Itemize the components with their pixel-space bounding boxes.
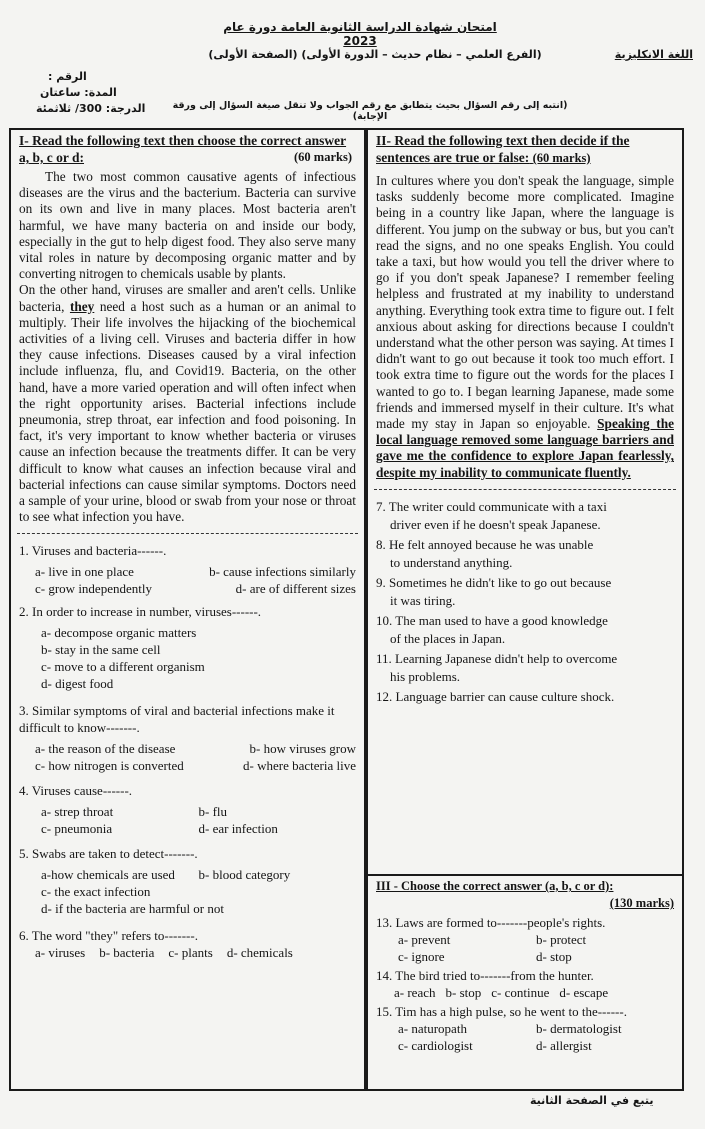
options-grid [19,866,356,883]
true-false-list [376,498,674,706]
passage-paragraph-1: The two most common causative agents of infectious diseases are the virus and the bacterium. Bacteria can survive on its own and live in many places. Most bacteria aren't harmful, we have many bacteria on and inside our body, especially in the gut to help digest food. They also serve many vital roles in nature by decomposing organic matter and by converting nitrogen to chemicals usable by plants. [19,169,356,282]
option-d[interactable]: d- stop [536,949,572,964]
option-c[interactable]: c- how nitrogen is converted [35,758,184,774]
question-stem: 5. Swabs are taken to detect-------. [19,846,198,862]
option-c[interactable]: c- ignore [398,949,445,964]
option-d[interactable]: d- if the bacteria are harmful or not [41,901,224,917]
section-2-title: II- Read the following text then decide if the sentences are true or false: [376,133,630,165]
options-row [376,984,674,1001]
question-stem: 14. The bird tried to-------from the hunter. [376,968,594,983]
option-b[interactable]: b- stay in the same cell [41,642,161,658]
option-a[interactable]: a- viruses [35,945,86,961]
section-2-box [366,128,684,876]
question-4 [19,782,356,837]
option-b[interactable]: b- blood category [198,867,291,883]
question-stem: 13. Laws are formed to-------people's rights. [376,915,606,930]
option-b[interactable]: b- dermatologist [536,1021,622,1036]
question-1 [19,542,356,597]
tf-line: 12. Language barrier can cause culture shock. [376,688,615,704]
tf-line: driver even if he doesn't speak Japanese. [390,516,601,532]
number-label: الرقم : [48,70,87,83]
section-3-box [366,874,684,1091]
question-stem: 2. In order to increase in number, viruses------. [19,604,262,620]
option-c[interactable]: c- grow independently [35,581,152,597]
section-1-marks: (60 marks) [294,150,352,164]
question-13 [376,914,674,965]
options-grid [376,1020,674,1054]
question-3 [19,702,356,774]
option-d[interactable]: d- where bacteria live [243,758,356,774]
divider [17,533,358,534]
continue-note: يتبع في الصفحة الثانية [530,1094,654,1107]
question-14 [376,967,674,1001]
divider [374,489,676,490]
tf-item-10[interactable] [376,612,674,648]
exam-title: امتحان شهادة الدراسة الثانوية العامة دورة عام 2023 [223,20,497,48]
option-a[interactable]: a- reach [394,985,436,1000]
section-2-passage [376,173,674,481]
passage-2-part-b: Speaking the local language removed some language barriers and gave me the confidence to explore Japan fearlessly, despite my inability to communicate fluently. [376,416,674,480]
question-stem: 1. Viruses and bacteria------. [19,543,167,559]
section-3-title: III - Choose the correct answer (a, b, c or d): [376,879,614,893]
question-stem: 6. The word "they" refers to-------. [19,928,198,944]
tf-line: 11. Learning Japanese didn't help to overcome [376,650,618,666]
tf-item-9[interactable] [376,574,674,610]
question-6 [19,927,356,961]
section-2-marks: (60 marks) [532,151,591,165]
option-a[interactable]: a- strep throat [41,804,114,820]
options-grid [376,931,674,965]
options-row [19,580,356,597]
option-b[interactable]: b- flu [198,804,228,820]
option-b[interactable]: b- stop [445,985,482,1000]
option-c[interactable]: c- move to a different organism [41,659,205,675]
instruction-note: (انتبه إلى رقم السؤال بحيث يتطابق مع رقم الجواب ولا تنقل صيغة السؤال إلى ورقة الإجابة) [172,100,568,122]
option-a[interactable]: a- live in one place [35,564,134,580]
option-b[interactable]: b- protect [536,932,587,947]
option-c[interactable]: c- cardiologist [398,1038,473,1053]
tf-item-12[interactable] [376,688,674,706]
tf-line: 7. The writer could communicate with a taxi [376,498,607,514]
question-2 [19,603,356,692]
section-1-box [9,128,366,1091]
section-1-heading [19,132,356,166]
option-b[interactable]: b- cause infections similarly [209,564,356,580]
section-1-passage [19,169,356,525]
options-row [19,740,356,757]
option-a[interactable]: a- the reason of the disease [35,741,176,757]
passage-2-part-a: In cultures where you don't speak the language, simple tasks suddenly become more complicated. Imagine being in a country like Japan, where the language is different. You jump on the subway or bus, but you can't read the signs, and no one speaks English. You could take a taxi, but how would you tell the driver where to go if you don't speak Japanese? I remember feeling helpless and frustrated at my inability to understand anything. Everything took extra time to figure out. I felt anxious about asking for directions because I couldn't understand what the other person was saying. At times I didn't want to go out because it took too much effort. I took extra time to figure out the words for the places I wanted to go to. I began learning Japanese, made some friends and immersed myself in their culture. It's what made my stay in Japan so enjoyable. [376,173,674,432]
options-row [19,944,356,961]
passage-they-word: they [69,298,95,314]
tf-item-7[interactable] [376,498,674,534]
section-2-heading [376,132,674,167]
passage-p2-rest: need a host such as a human or an animal to multiply. Their life involves the hijacking of the biochemical activities of a living cell. Viruses and bacteria differ in how they cause infections. Diseases caused by a viral infection include influenza, flu, and Covid19. Bacteria, on the other hand, have a more varied operation and will often infect when the right opportunity arises. Bacterial infections include pneumonia, strep throat, ear infection and food poisoning. In fact, it's very important to know whether bacteria or viruses cause an infection because the treatments differ. It can be very difficult to know what causes an infection because viral and bacterial infections can cause similar symptoms. Doctors need a sample of your urine, blood or swab from your nose or throat to see what infection you have. [19,298,356,525]
option-a[interactable]: a-how chemicals are used [41,867,175,883]
options-row [19,563,356,580]
tf-line: 8. He felt annoyed because he was unable [376,536,594,552]
option-c[interactable]: c- continue [491,985,550,1000]
question-stem: 3. Similar symptoms of viral and bacterial infections make it difficult to know-------. [19,703,335,736]
subject-label: اللغة الانكليزية [614,48,693,61]
duration-label: المدة: ساعتان [40,86,117,99]
option-d[interactable]: d- digest food [41,676,114,692]
option-d[interactable]: d- allergist [536,1038,592,1053]
tf-line: 10. The man used to have a good knowledge [376,612,608,628]
tf-line: of the places in Japan. [390,630,506,646]
option-b[interactable]: b- how viruses grow [249,741,356,757]
option-d[interactable]: d- ear infection [198,821,278,837]
question-5 [19,845,356,917]
passage-p2-start: On the other hand, viruses are smaller and aren't cells. Unlike bacteria, [19,282,356,314]
option-c[interactable]: c- pneumonia [41,821,113,837]
options-grid [19,803,356,837]
option-a[interactable]: a- prevent [398,932,451,947]
option-d[interactable]: d- are of different sizes [235,581,356,597]
section-3-marks: (130 marks) [609,896,674,910]
question-stem: 15. Tim has a high pulse, so he went to the------. [376,1004,627,1019]
option-c[interactable]: c- plants [168,945,213,961]
branch-label: (الفرع العلمي – نظام حديث – الدورة الأولى) (الصفحة الأولى) [208,48,542,61]
option-c[interactable]: c- the exact infection [41,884,151,900]
option-a[interactable]: a- naturopath [398,1021,467,1036]
option-b[interactable]: b- bacteria [99,945,155,961]
question-15 [376,1003,674,1054]
option-d[interactable]: d- escape [559,985,609,1000]
tf-item-8[interactable] [376,536,674,572]
grade-label: الدرجة: 300/ ثلاثمئة [36,102,146,115]
option-a[interactable]: a- decompose organic matters [41,625,197,641]
tf-line: it was tiring. [390,592,456,608]
tf-line: to understand anything. [390,554,513,570]
question-stem: 4. Viruses cause------. [19,783,133,799]
tf-line: 9. Sometimes he didn't like to go out because [376,574,612,590]
option-d[interactable]: d- chemicals [226,945,293,961]
tf-line: his problems. [390,668,461,684]
section-1-title: I- Read the following text then choose the correct answer a, b, c or d: [19,133,347,165]
section-3-heading [376,878,674,912]
passage-paragraph-2 [19,282,356,525]
options-row [19,757,356,774]
tf-item-11[interactable] [376,650,674,686]
